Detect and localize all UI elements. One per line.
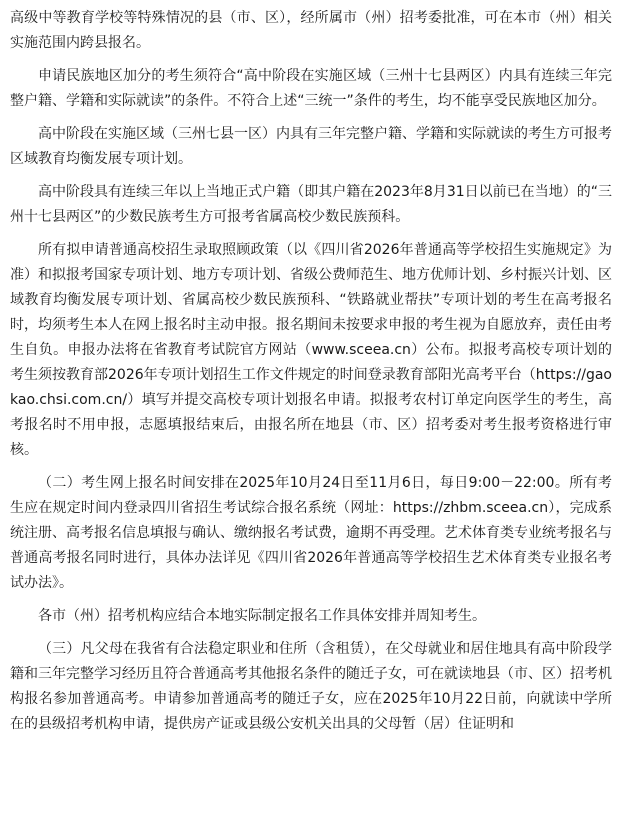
- paragraph-regional-plan: 高中阶段在实施区域（三州七县一区）内具有三年完整户籍、学籍和实际就读的考生方可报考区域教育均衡发展专项计划。: [10, 126, 612, 167]
- paragraph-special-plans: 所有拟申请普通高校招生录取照顾政策（以《四川省2026年普通高等学校招生实施规定》为准）和拟报考国家专项计划、地方专项计划、省级公费师范生、地方优师计划、乡村振兴计划、区域教育均衡发展专项计划、省属高校少数民族预科、“铁路就业帮扶”专项计划的考生在高考报名时，均须考生本人在网上报名时主动申报。报名期间未按要求申报的考生视为自愿放弃，责任由考生自负。申报办法将在省教育考试院官方网站（www.sceea.cn）公布。拟报考高校专项计划的考生须按教育部2026年专项计划招生工作文件规定的时间登录教育部阳光高考平台（https://gaokao.chsi.com.cn/）填写并提交高校专项计划报名申请。拟报考农村订单定向医学生的考生，高考报名时不用申报，志愿填报结束后，由报名所在地县（市、区）招考委对考生报考资格进行审核。: [10, 242, 612, 458]
- paragraph-ethnic-bonus: 申请民族地区加分的考生须符合“高中阶段在实施区域（三州十七县两区）内具有连续三年完整户籍、学籍和实际就读”的条件。不符合上述“三统一”条件的考生，均不能享受民族地区加分。: [10, 68, 612, 109]
- paragraph-migrant-children: （三）凡父母在我省有合法稳定职业和住所（含租赁），在父母就业和居住地具有高中阶段学籍和三年完整学习经历且符合普通高考其他报名条件的随迁子女，可在就读地县（市、区）招考机构报名参加普通高考。申请参加普通高考的随迁子女，应在2025年10月22日前，向就读中学所在的县级招考机构申请，提供房产证或县级公安机关出具的父母暂（居）住证明和: [10, 641, 612, 732]
- paragraph-continuation: 高级中等教育学校等特殊情况的县（市、区），经所属市（州）招考委批准，可在本市（州）相关实施范围内跨县报名。: [10, 10, 612, 51]
- paragraph-registration-time: （二）考生网上报名时间安排在2025年10月24日至11月6日，每日9:00－22:00。所有考生应在规定时间内登录四川省招生考试综合报名系统（网址：https://zhbm.sceea.cn），完成系统注册、高考报名信息填报与确认、缴纳报名考试费，逾期不再受理。艺术体育类专业统考报名与普通高考报名同时进行，具体办法详见《四川省2026年普通高等学校招生艺术体育类专业报名考试办法》。: [10, 475, 612, 591]
- paragraph-ethnic-preparatory: 高中阶段具有连续三年以上当地正式户籍（即其户籍在2023年8月31日以前已在当地）的“三州十七县两区”的少数民族考生方可报考省属高校少数民族预科。: [10, 184, 612, 225]
- paragraph-local-arrangement: 各市（州）招考机构应结合本地实际制定报名工作具体安排并周知考生。: [38, 608, 486, 624]
